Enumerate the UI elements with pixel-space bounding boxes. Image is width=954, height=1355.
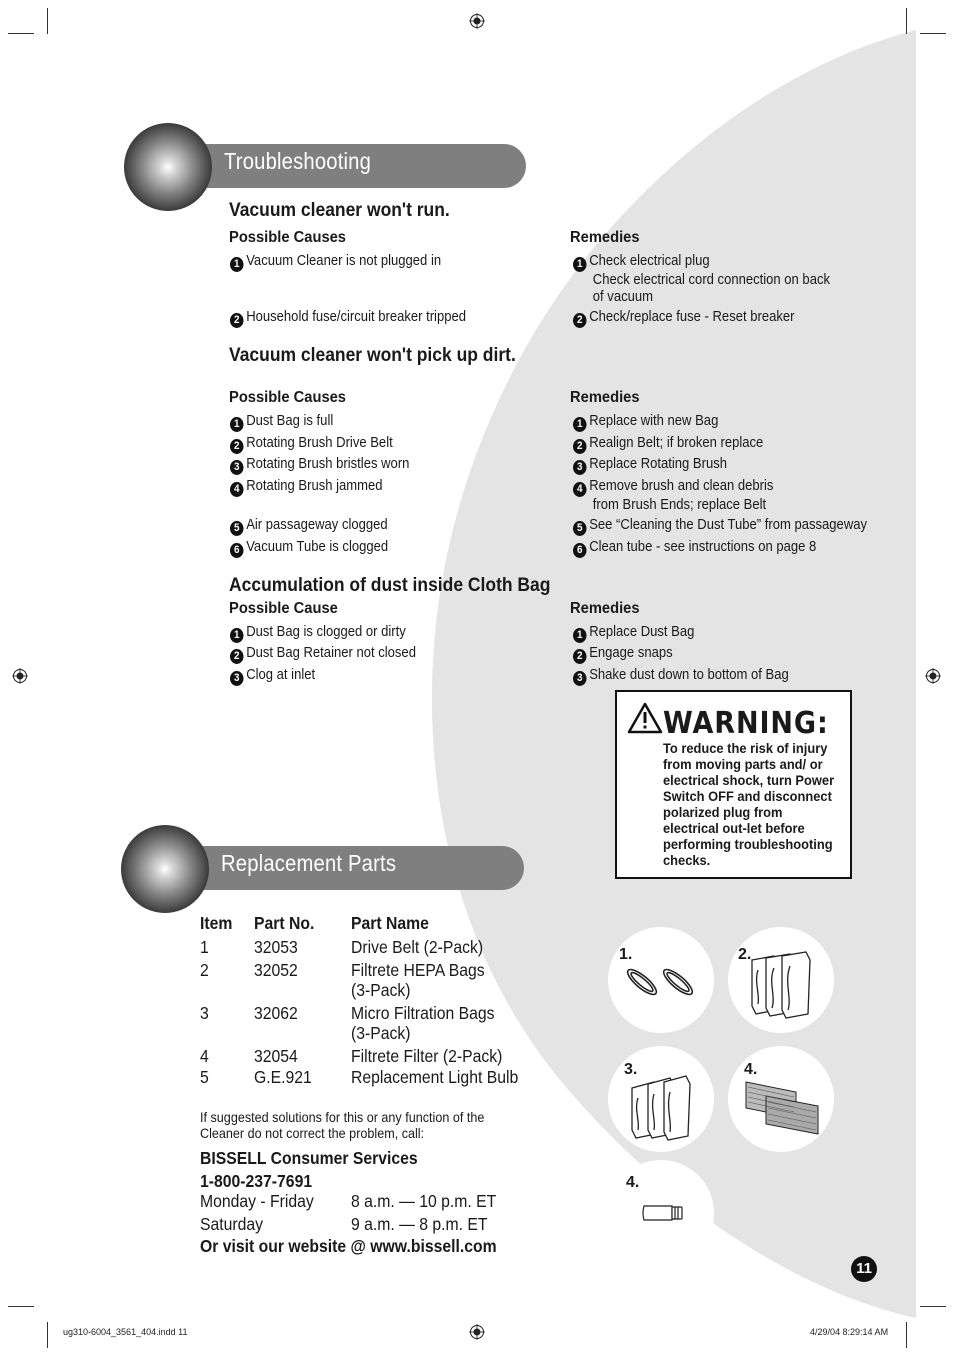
parts-header-partno: Part No. [254,913,315,933]
hours-days: Monday - Friday [200,1191,314,1211]
parts-header-item: Item [200,913,233,933]
banner-sphere-icon [124,123,212,211]
crop-mark [8,1306,34,1307]
parts-row-partno: G.E.921 [254,1067,312,1087]
footer-filename: ug310-6004_3561_404.indd 11 [63,1327,188,1337]
remedy-item: 5 See “Cleaning the Dust Tube” from passageway [573,517,867,536]
warning-box [615,690,852,879]
help-note: If suggested solutions for this or any function of the Cleaner do not correct the problem, call: [200,1109,485,1141]
remedy-item: 1 Replace Dust Bag [573,624,694,643]
remedy-item: 3 Replace Rotating Brush [573,456,727,475]
registration-mark-icon [12,668,28,684]
filter-icon [744,1078,822,1138]
remedy-item: 1 Check electrical plug Check electrical cord connection on back of vacuum [573,253,830,306]
hours-time: 9 a.m. — 8 p.m. ET [351,1214,488,1234]
parts-row-partno: 32053 [254,937,298,957]
parts-row-name: Filtrete Filter (2-Pack) [351,1046,503,1066]
footer-timestamp: 4/29/04 8:29:14 AM [810,1327,889,1337]
registration-mark-icon [925,668,941,684]
cause-item: 3 Clog at inlet [230,667,315,686]
parts-row-name: Replacement Light Bulb [351,1067,519,1087]
crop-mark [8,33,34,34]
cause-item: 6 Vacuum Tube is clogged [230,539,388,558]
remedy-item: 3 Shake dust down to bottom of Bag [573,667,789,686]
cause-item: 1 Dust Bag is full [230,413,333,432]
parts-row-name: Drive Belt (2-Pack) [351,937,484,957]
image-label: 1. [619,946,633,963]
parts-row-name: Micro Filtration Bags (3-Pack) [351,1003,495,1043]
troubleshooting-title: Troubleshooting [224,148,372,174]
remedies-label: Remedies [570,600,640,617]
image-label: 4. [626,1174,640,1191]
crop-mark [47,1322,48,1348]
parts-row-partno: 32062 [254,1003,298,1023]
cause-item: 2 Dust Bag Retainer not closed [230,645,416,664]
causes-label: Possible Cause [229,600,338,617]
remedy-item: 4 Remove brush and clean debris from Brush Ends; replace Belt [573,478,773,514]
drive-belt-icon [622,960,702,1005]
parts-header-partname: Part Name [351,913,429,933]
parts-row-item: 5 [200,1067,209,1087]
remedy-item: 1 Replace with new Bag [573,413,718,432]
remedy-item: 6 Clean tube - see instructions on page 8 [573,539,816,558]
website-link[interactable]: Or visit our website @ www.bissell.com [200,1236,497,1256]
parts-row-partno: 32052 [254,960,298,980]
cause-item: 1 Dust Bag is clogged or dirty [230,624,406,643]
section-heading: Vacuum cleaner won't pick up dirt. [229,345,516,366]
remedy-item: 2 Engage snaps [573,645,673,664]
service-name: BISSELL Consumer Services [200,1148,418,1168]
warning-triangle-icon [627,702,663,734]
causes-label: Possible Causes [229,229,346,246]
image-label: 4. [744,1061,758,1078]
registration-mark-icon [469,1324,485,1340]
crop-mark [920,1306,946,1307]
parts-row-partno: 32054 [254,1046,298,1066]
remedy-item: 2 Check/replace fuse - Reset breaker [573,309,794,328]
image-label: 3. [624,1061,638,1078]
image-label: 2. [738,946,752,963]
section-heading: Vacuum cleaner won't run. [229,200,450,221]
registration-mark-icon [469,13,485,29]
remedies-label: Remedies [570,229,640,246]
parts-row-name: Filtrete HEPA Bags (3-Pack) [351,960,485,1000]
service-phone: 1-800-237-7691 [200,1171,313,1191]
cause-item: 5 Air passageway clogged [230,517,388,536]
hepa-bags-icon [748,950,824,1025]
light-bulb-icon [640,1202,688,1224]
parts-row-item: 2 [200,960,209,980]
cause-item: 4 Rotating Brush jammed [230,478,383,497]
crop-mark [906,8,907,34]
parts-row-item: 3 [200,1003,209,1023]
remedies-label: Remedies [570,389,640,406]
parts-row-item: 4 [200,1046,209,1066]
warning-text: To reduce the risk of injury from moving parts and/ or electrical shock, turn Power Switch OFF and disconnect polarized plug from electrical out-let before performing troubleshooting checks. [663,740,835,868]
crop-mark [920,33,946,34]
parts-row-item: 1 [200,937,209,957]
remedy-item: 2 Realign Belt; if broken replace [573,435,763,454]
crop-mark [47,8,48,34]
banner-sphere-icon [121,825,209,913]
hours-days: Saturday [200,1214,264,1234]
crop-mark [906,1322,907,1348]
micro-bags-icon [628,1074,708,1144]
replacement-parts-title: Replacement Parts [221,850,397,876]
section-heading: Accumulation of dust inside Cloth Bag [229,575,551,596]
causes-label: Possible Causes [229,389,346,406]
cause-item: 3 Rotating Brush bristles worn [230,456,409,475]
hours-time: 8 a.m. — 10 p.m. ET [351,1191,497,1211]
warning-title: WARNING: [663,706,829,741]
page-number: 11 [851,1256,877,1282]
cause-item: 2 Rotating Brush Drive Belt [230,435,393,454]
cause-item: 1 Vacuum Cleaner is not plugged in [230,253,441,272]
cause-item: 2 Household fuse/circuit breaker tripped [230,309,466,328]
